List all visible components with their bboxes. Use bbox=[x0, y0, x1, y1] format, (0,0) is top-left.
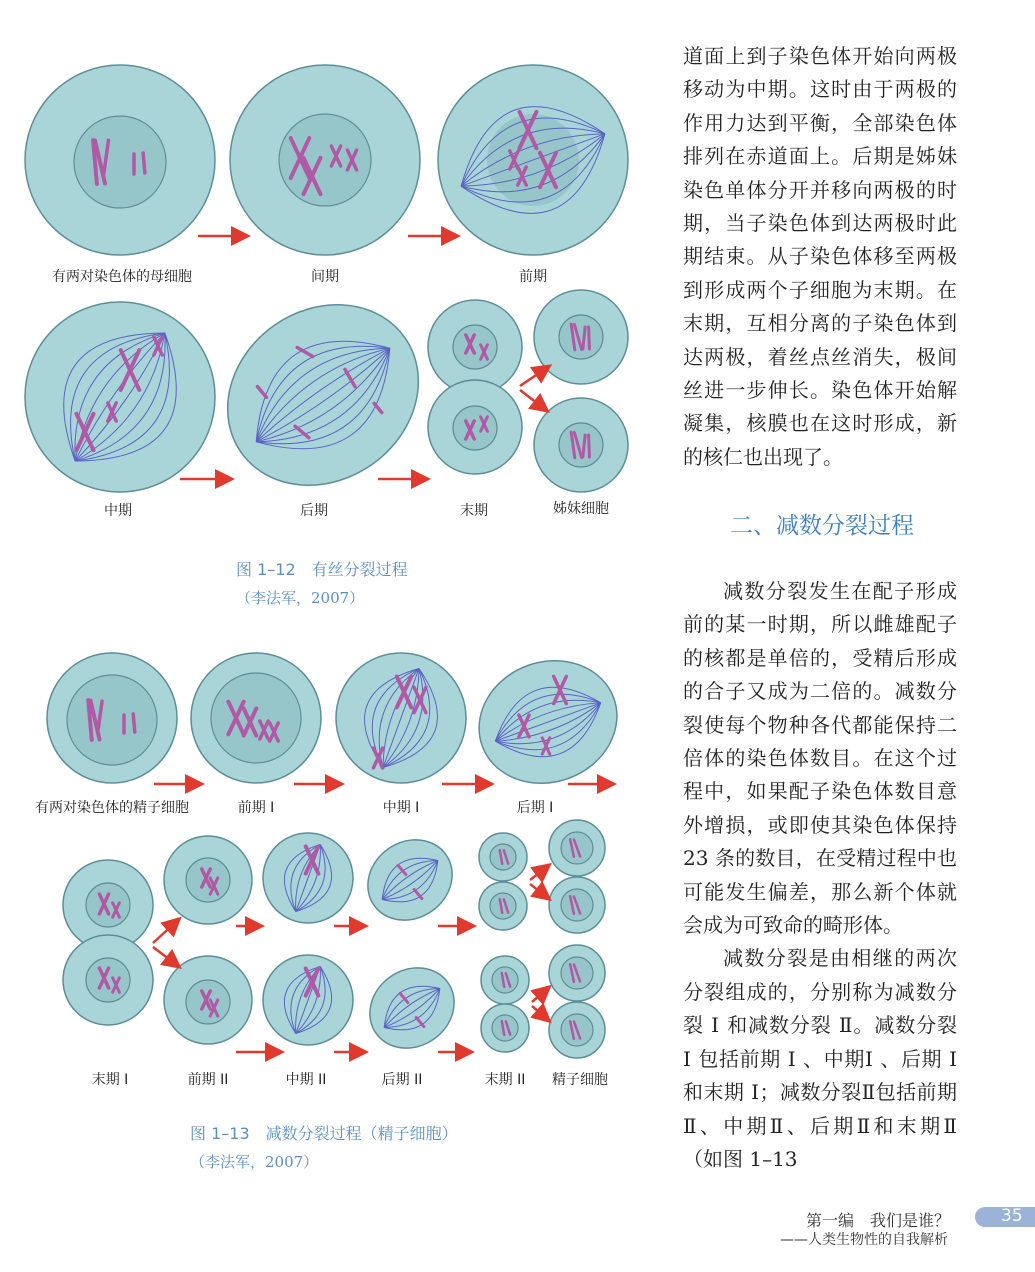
arrow bbox=[530, 884, 548, 898]
arrow bbox=[532, 1006, 548, 1020]
label-prophase: 前期 bbox=[519, 269, 547, 285]
prophase-1-nucleus bbox=[211, 673, 301, 763]
label-interphase: 间期 bbox=[311, 269, 339, 285]
paragraph-meiosis-stages: 减数分裂是由相继的两次分裂组成的，分别称为减数分裂 Ⅰ 和减数分裂 Ⅱ。减数分裂 Ⅰ 包括前期 Ⅰ 、中期Ⅰ 、后期 Ⅰ 和末期 Ⅰ；减数分裂Ⅱ包括前期Ⅱ、中期Ⅱ、后期Ⅱ和末期Ⅱ（如图 1–13 bbox=[683, 946, 957, 1171]
label-anaphase-1: 后期 I bbox=[516, 800, 554, 816]
sister-cell-nucleus-bottom bbox=[559, 423, 603, 467]
label-telophase-1: 末期 I bbox=[91, 1072, 129, 1088]
figure-1-12-source: （李法军，2007） bbox=[236, 589, 365, 607]
anaphase-cell bbox=[192, 268, 453, 522]
figure-1-13-caption: 图 1–13 减数分裂过程（精子细胞） bbox=[190, 1124, 458, 1143]
chromosome bbox=[589, 327, 590, 349]
figure-1-13-source: （李法军，2007） bbox=[190, 1153, 319, 1171]
telophase-nucleus-top bbox=[453, 325, 497, 369]
arrow bbox=[153, 947, 178, 966]
arrow bbox=[153, 920, 178, 943]
label-prophase-1: 前期 I bbox=[237, 800, 275, 816]
label-telophase-2: 末期 II bbox=[484, 1072, 526, 1088]
label-telophase: 末期 bbox=[460, 503, 488, 519]
arrow bbox=[520, 367, 548, 386]
arrow bbox=[532, 988, 548, 1002]
telophase-1-nucleus-top bbox=[86, 883, 130, 927]
interphase-nucleus bbox=[279, 114, 371, 206]
figure-1-12-caption: 图 1–12 有丝分裂过程 bbox=[236, 560, 408, 579]
chromosome bbox=[133, 714, 135, 732]
mother-cell-nucleus bbox=[74, 116, 166, 208]
paragraph-mitosis-continued: 道面上到子染色体开始向两极移动为中期。这时由于两极的作用力达到平衡，全部染色体排列在赤道面上。后期是姊妹染色单体分开并移向两极的时期，当子染色体到达两极时此期结束。从子染色体移至两极到形成两个子细胞为末期。在末期，互相分离的子染色体到达两极，着丝点丝消失，极间丝进一步伸长。染色体开始解凝集，核膜也在这时形成，新的核仁也出现了。 bbox=[683, 44, 957, 469]
telophase-2-nucleus-2 bbox=[490, 893, 516, 919]
label-mother-cell: 有两对染色体的母细胞 bbox=[52, 269, 192, 285]
footer-subtitle: ——人类生物性的自我解析 bbox=[780, 1232, 948, 1248]
telophase-2-nucleus-4 bbox=[492, 1015, 518, 1041]
telophase-nucleus-bottom bbox=[453, 406, 497, 450]
label-metaphase: 中期 bbox=[104, 503, 132, 519]
label-metaphase-1: 中期 I bbox=[382, 800, 420, 816]
section-title: 二、减数分裂过程 bbox=[730, 513, 914, 539]
body-text-meiosis bbox=[683, 575, 957, 1176]
label-prophase-2: 前期 II bbox=[187, 1072, 229, 1088]
arrow bbox=[520, 390, 546, 410]
telophase-2-nucleus-3 bbox=[492, 967, 518, 993]
telophase-2-nucleus-1 bbox=[490, 844, 516, 870]
label-sister-cells: 姊妹细胞 bbox=[553, 501, 609, 517]
footer-part-title: 第一编 我们是谁？ bbox=[806, 1211, 951, 1230]
metaphase-cell bbox=[25, 302, 215, 492]
sister-cell-nucleus-top bbox=[559, 315, 603, 359]
sperm-mother-nucleus bbox=[67, 675, 157, 765]
anaphase-2-cell-top bbox=[352, 824, 468, 937]
page-number: 35 bbox=[1001, 1206, 1023, 1226]
arrow bbox=[530, 866, 548, 880]
label-anaphase-2: 后期 II bbox=[381, 1072, 423, 1088]
label-sperm-cells: 精子细胞 bbox=[552, 1072, 608, 1088]
label-anaphase: 后期 bbox=[300, 503, 328, 519]
chromosome bbox=[589, 435, 590, 457]
label-metaphase-2: 中期 II bbox=[285, 1072, 327, 1088]
paragraph-meiosis-intro: 减数分裂发生在配子形成前的某一时期，所以雌雄配子的核都是单倍的，受精后形成的合子又成为二倍的。减数分裂使每个物种各代都能保持二倍体的染色体数目。在这个过程中，如果配子染色体数目意外增损，或即使其染色体保持23 条的数目，在受精过程中也可能发生偏差，那么新个体就会成为可致命的畸形体。 bbox=[683, 579, 957, 938]
anaphase-2-cell-bottom bbox=[354, 952, 470, 1065]
body-text-column bbox=[683, 40, 957, 474]
label-sperm-mother-cell: 有两对染色体的精子细胞 bbox=[35, 800, 189, 816]
chromosome bbox=[143, 153, 145, 173]
telophase-1-nucleus-bottom bbox=[86, 958, 130, 1002]
